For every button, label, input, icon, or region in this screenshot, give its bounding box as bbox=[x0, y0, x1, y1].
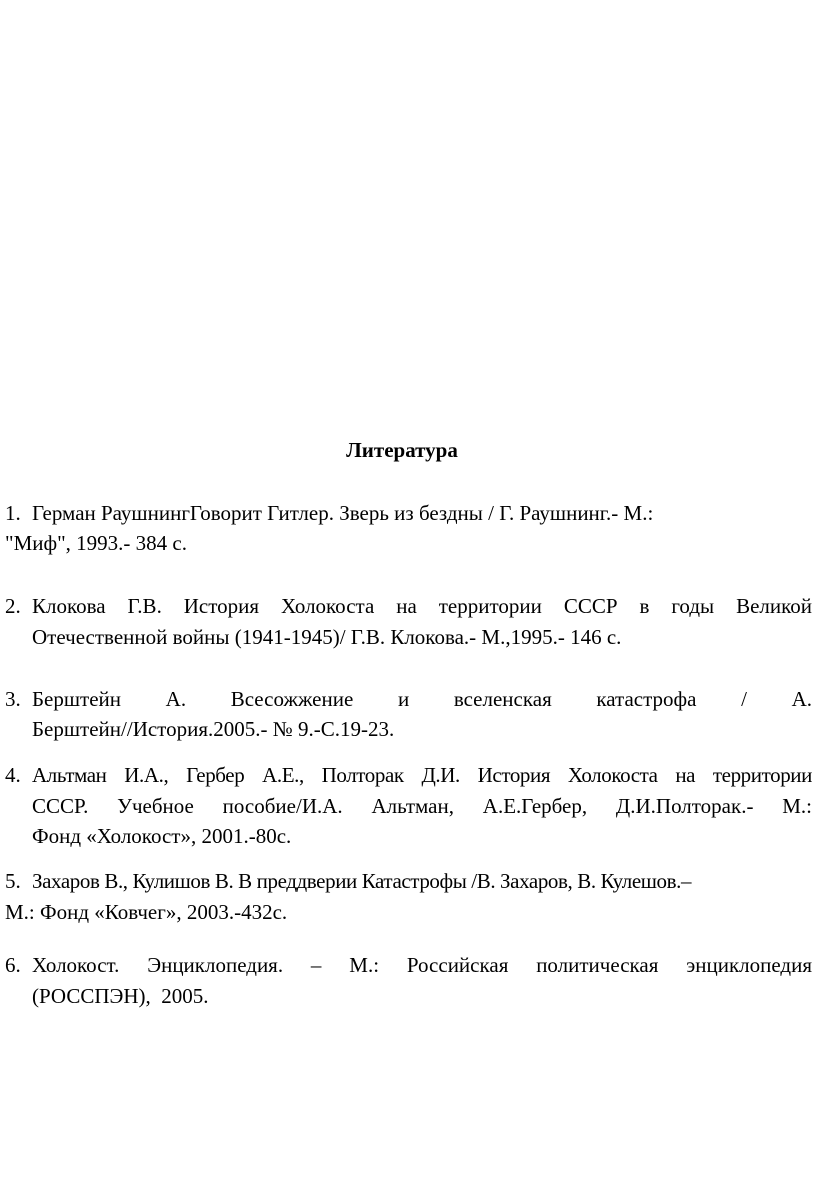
item-number: 1. bbox=[5, 501, 21, 525]
item-number: 5. bbox=[5, 869, 21, 893]
item-text-line: Холокост. Энциклопедия. – М.: Российская политическая энциклопедия bbox=[32, 953, 812, 977]
item-text-line: Захаров В., Кулишов В. В преддверии Катастрофы /В. Захаров, В. Кулешов.– bbox=[32, 869, 692, 893]
item-text-line: СССР. Учебное пособие/И.А. Альтман, А.Е.Гербер, Д.И.Полторак.- М.: bbox=[32, 794, 812, 818]
item-number: 2. bbox=[5, 594, 21, 618]
item-text-line: Берштейн А. Всесожжение и вселенская катастрофа / А. bbox=[32, 687, 812, 711]
item-text-line: Альтман И.А., Гербер А.Е., Полторак Д.И. История Холокоста на территории bbox=[32, 763, 812, 787]
item-number: 4. bbox=[5, 763, 21, 787]
page-title: Литература bbox=[346, 438, 458, 462]
item-text-line: М.: Фонд «Ковчег», 2003.-432с. bbox=[5, 900, 288, 924]
item-number: 3. bbox=[5, 687, 21, 711]
item-text-line: Фонд «Холокост», 2001.-80с. bbox=[32, 824, 292, 848]
item-number: 6. bbox=[5, 953, 21, 977]
item-text-line: Клокова Г.В. История Холокоста на территории СССР в годы Великой bbox=[32, 594, 812, 618]
item-text-line: Герман РаушнингГоворит Гитлер. Зверь из бездны / Г. Раушнинг.- М.: bbox=[32, 501, 654, 525]
item-text-line: Отечественной войны (1941-1945)/ Г.В. Клокова.- М.,1995.- 146 с. bbox=[32, 625, 622, 649]
item-text-line: "Миф", 1993.- 384 с. bbox=[5, 531, 187, 555]
item-text-line: Берштейн//История.2005.- № 9.-С.19-23. bbox=[32, 717, 395, 741]
item-text-line: (РОССПЭН), 2005. bbox=[32, 984, 209, 1008]
